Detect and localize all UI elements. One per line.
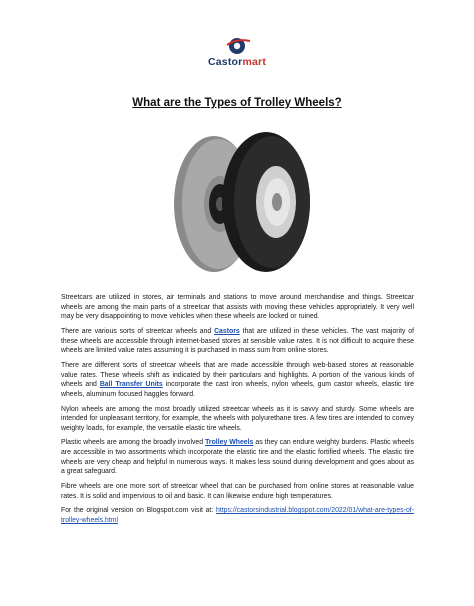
paragraph-4: Nylon wheels are among the most broadly utilized streetcar wheels as it is savvy and sturdy. Some wheels are intended for unpleasant territory, for example, the wheels with polyurethane tires. A few tires are intended to convey weighty loads, for example, the versatile elastic tire wheels. bbox=[61, 405, 414, 432]
paragraph-3-text-b: incorporate the cast iron wheels, nylon wheels, gum castor wheels, elastic tire wheels, aluminum focused haggles forward. bbox=[61, 381, 415, 398]
logo-name-part1: Castor bbox=[207, 56, 243, 68]
paragraph-3-text-a: There are different sorts of streetcar wheels that are made accessible through web-based stores at reasonable value rates. These wheels shift as indicated by their particulars and highlights. A portion of the various kinds of wheels and bbox=[61, 361, 414, 389]
logo-wordmark bbox=[197, 56, 277, 68]
paragraph-2-text-b: that are utilized in these vehicles. The vast majority of these wheels are accessible through internet-based stores at sensible value rates. It is not difficult to acquire these wheels are limited value rates assuming it is purchased in mass sum from online stores. bbox=[61, 327, 415, 355]
paragraph-7 bbox=[61, 506, 414, 525]
paragraph-3 bbox=[61, 361, 414, 399]
castormart-logo[interactable] bbox=[197, 36, 277, 70]
trolley-wheels-image bbox=[156, 128, 318, 278]
paragraph-5-text-a: Plastic wheels are among the broadly involved bbox=[61, 439, 206, 447]
article-body bbox=[61, 293, 414, 531]
castor-wheel-logo-icon bbox=[223, 36, 251, 56]
paragraph-1: Streetcars are utilized in stores, air terminals and stations to move around merchandise and things. Streetcar wheels are among the main parts of a streetcar that assists with moving these vehicles appropriately. It very well may be very disappointing to move vehicles when these wheels are locked or ruined. bbox=[61, 294, 414, 321]
paragraph-6: Fibre wheels are one more sort of streetcar wheel that can be purchased from online stores at reasonable value rates. It is solid and impervious to oil and basic. It can likewise endure high temperatures. bbox=[61, 483, 414, 500]
page-title: What are the Types of Trolley Wheels? bbox=[132, 97, 342, 109]
trolley-wheels-link[interactable]: Trolley Wheels bbox=[205, 439, 254, 447]
paragraph-7-text: For the original version on Blogspot.com visit at: bbox=[61, 507, 216, 515]
paragraph-5 bbox=[61, 438, 414, 476]
paragraph-2-text-a: There are various sorts of streetcar wheels and bbox=[61, 327, 215, 335]
ball-transfer-units-link[interactable]: Ball Transfer Units bbox=[99, 381, 163, 389]
original-version-url-link[interactable]: https://castorsindustrial.blogspot.com/2022/01/what-are-types-of-trolley-wheels.html bbox=[61, 507, 414, 524]
castors-link[interactable]: Castors bbox=[214, 327, 240, 335]
paragraph-5-text-b: as they can endure weighty burdens. Plastic wheels are accessible in two assortments which incorporate the elastic tire and the elastic fortified wheels. The elastic tire wheels are very cheap and helpful in numerous ways. It makes less sound during development and goes about as a great safeguard. bbox=[61, 439, 414, 476]
logo-name-part2: mart bbox=[242, 56, 267, 68]
paragraph-2 bbox=[61, 327, 414, 356]
